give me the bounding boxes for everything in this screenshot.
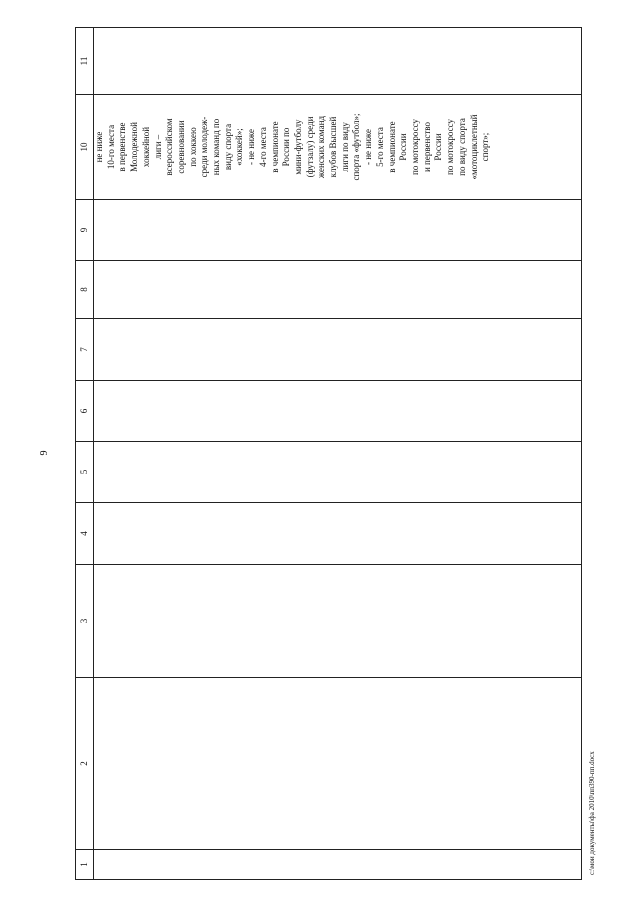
column10-text-line: мини-футболу (292, 119, 303, 175)
rotated-table (75, 28, 581, 880)
column10-text-line: виду спорта (222, 123, 233, 171)
column10-text-line: 5-го места (374, 127, 385, 167)
cell-col-4 (94, 503, 582, 565)
column10-text-line: лиги – (152, 134, 163, 160)
data-table (75, 27, 582, 880)
column10-text-line: - не ниже (246, 128, 257, 166)
column10-text-line: среди молодеж- (199, 116, 210, 178)
column10-text-line: России (433, 133, 444, 161)
col-header-7: 7 (76, 319, 94, 381)
column10-text-line: лиги по виду (339, 122, 350, 172)
table-row (94, 28, 582, 880)
col-header-11: 11 (76, 28, 94, 95)
cell-col-8 (94, 261, 582, 319)
cell-col-5 (94, 442, 582, 503)
cell-col-11 (94, 28, 582, 95)
column10-text-line: спорт»; (480, 132, 491, 162)
col-header-2: 2 (76, 678, 94, 850)
column10-text-line: хоккейной (140, 126, 151, 168)
col-header-6: 6 (76, 381, 94, 442)
col-header-1: 1 (76, 850, 94, 880)
column10-text-line: по мотокроссу (445, 119, 456, 175)
col-header-4: 4 (76, 503, 94, 565)
column10-text-line: спорта «футбол»; (351, 113, 362, 181)
column10-text-line: «хоккей»; (234, 128, 245, 166)
col-header-10: 10 (76, 95, 94, 200)
col-header-9: 9 (76, 200, 94, 261)
cell-col-9 (94, 200, 582, 261)
column10-text-line: по хоккею (187, 127, 198, 167)
footer-file-path-text: c:\мои документы\фа 2010\пп390-пп.docx (588, 751, 596, 875)
column10-text-line: 4-го места (257, 127, 268, 167)
column10-text-line: - не ниже (363, 128, 374, 166)
column10-text-line: в чемпионате (269, 121, 280, 173)
column10-text-line: ных команд по (211, 118, 222, 176)
column10-text-line: России (398, 133, 409, 161)
col-header-5: 5 (76, 442, 94, 503)
header-row (76, 28, 94, 880)
cell-col-10 (94, 95, 582, 200)
column10-text-line: всероссийском (164, 118, 175, 176)
cell-col-2 (94, 678, 582, 850)
column10-text-line: по мотокроссу (409, 119, 420, 175)
column10-text-line: (футзалу) среди (304, 116, 315, 178)
cell-col-1 (94, 850, 582, 880)
column10-text-line: «мотоциклетный (468, 114, 479, 180)
column10-text-line: соревновании (175, 120, 186, 174)
col-header-3: 3 (76, 565, 94, 678)
col-header-8: 8 (76, 261, 94, 319)
column10-text-line: по виду спорта (456, 118, 467, 176)
cell-col-3 (94, 565, 582, 678)
column10-text-line: 10-го места (105, 124, 116, 170)
cell-col-7 (94, 319, 582, 381)
column10-text-line: женских команд (316, 115, 327, 179)
cell-col-6 (94, 381, 582, 442)
column10-text-line: в первенстве (117, 122, 128, 172)
column10-text-line: в чемпионате (386, 121, 397, 173)
column10-text-line: клубов Высшей (328, 116, 339, 178)
column10-text-line: России по (281, 127, 292, 167)
column10-text-line: Молодежной (129, 122, 140, 172)
column10-text-line: не ниже (94, 131, 104, 163)
page-number: 9 (39, 450, 50, 456)
column10-text-line: и первенство (421, 122, 432, 173)
